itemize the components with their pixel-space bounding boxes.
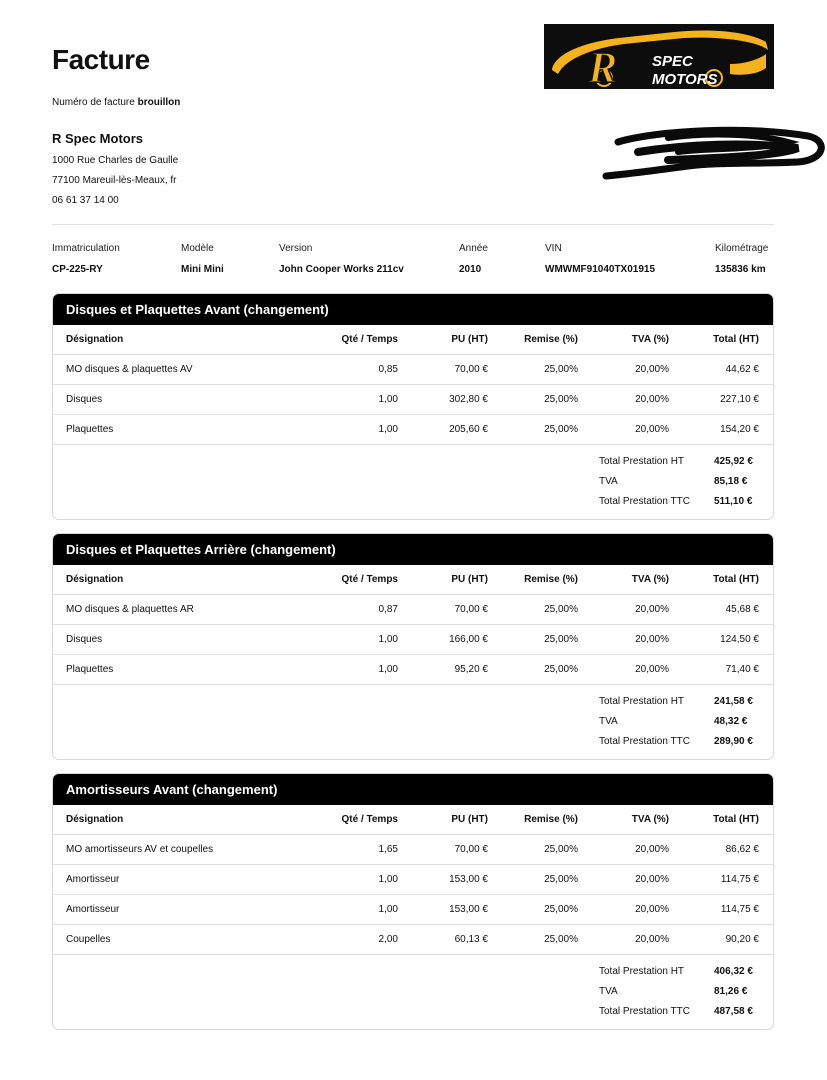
cell-tva: 20,00%	[635, 634, 669, 645]
vehicle-mileage-value: 135836 km	[715, 264, 766, 275]
cell-designation: Plaquettes	[66, 424, 114, 435]
cell-qty: 0,87	[378, 604, 398, 615]
col-total: Total (HT)	[713, 574, 759, 585]
cell-designation: Amortisseur	[66, 904, 120, 915]
col-tva: TVA (%)	[631, 814, 669, 825]
vehicle-year-label: Année	[459, 243, 488, 254]
cell-tva: 20,00%	[635, 904, 669, 915]
table-row	[53, 595, 773, 625]
cell-tva: 20,00%	[635, 394, 669, 405]
table-row	[53, 655, 773, 685]
service-section	[52, 533, 774, 760]
cell-tva: 20,00%	[635, 844, 669, 855]
cell-pu: 153,00 €	[449, 874, 488, 885]
cell-designation: Amortisseur	[66, 874, 120, 885]
company-name: R Spec Motors	[52, 131, 144, 146]
cell-pu: 60,13 €	[454, 934, 488, 945]
total-ht-value: 406,32 €	[714, 966, 753, 977]
cell-tva: 20,00%	[635, 364, 669, 375]
cell-total: 90,20 €	[725, 934, 759, 945]
redaction-scribble	[598, 122, 826, 182]
cell-designation: MO amortisseurs AV et coupelles	[66, 844, 214, 855]
table-header-row	[53, 325, 773, 355]
cell-total: 154,20 €	[720, 424, 759, 435]
redaction-scribble-graphic	[598, 122, 826, 182]
cell-tva: 20,00%	[635, 874, 669, 885]
cell-pu: 166,00 €	[449, 634, 488, 645]
total-ht-value: 425,92 €	[714, 456, 753, 467]
col-remise: Remise (%)	[524, 814, 578, 825]
table-row	[53, 925, 773, 955]
company-logo-graphic	[544, 24, 774, 89]
cell-designation: Disques	[66, 634, 103, 645]
section-title: Disques et Plaquettes Arrière (changement)	[53, 534, 773, 565]
total-ttc-value: 487,58 €	[714, 1006, 753, 1017]
cell-designation: Coupelles	[66, 934, 111, 945]
cell-total: 114,75 €	[720, 874, 759, 885]
total-ttc-value: 289,90 €	[714, 736, 753, 747]
cell-qty: 1,00	[378, 394, 398, 405]
svg-text:SPEC: SPEC	[652, 53, 693, 70]
invoice-number-value: brouillon	[137, 97, 181, 108]
cell-qty: 1,00	[378, 664, 398, 675]
vehicle-plate-label: Immatriculation	[52, 243, 120, 254]
cell-remise: 25,00%	[544, 874, 578, 885]
vehicle-model-value: Mini Mini	[181, 264, 224, 275]
cell-qty: 1,00	[378, 634, 398, 645]
total-ttc-label: Total Prestation TTC	[599, 1006, 690, 1017]
col-remise: Remise (%)	[524, 574, 578, 585]
total-tva-label: TVA	[599, 716, 618, 727]
cell-remise: 25,00%	[544, 364, 578, 375]
table-row	[53, 835, 773, 865]
cell-total: 86,62 €	[725, 844, 759, 855]
cell-qty: 1,65	[378, 844, 398, 855]
table-header-row	[53, 565, 773, 595]
cell-remise: 25,00%	[544, 844, 578, 855]
cell-remise: 25,00%	[544, 934, 578, 945]
vehicle-version-label: Version	[279, 243, 313, 254]
total-ttc-label: Total Prestation TTC	[599, 736, 690, 747]
service-section	[52, 293, 774, 520]
cell-total: 71,40 €	[725, 664, 759, 675]
cell-total: 124,50 €	[720, 634, 759, 645]
total-ht-label: Total Prestation HT	[599, 966, 685, 977]
col-remise: Remise (%)	[524, 334, 578, 345]
total-tva-value: 85,18 €	[714, 476, 748, 487]
cell-qty: 1,00	[378, 874, 398, 885]
total-ht-label: Total Prestation HT	[599, 456, 685, 467]
cell-qty: 0,85	[378, 364, 398, 375]
col-pu: PU (HT)	[451, 574, 488, 585]
cell-pu: 70,00 €	[454, 604, 488, 615]
col-tva: TVA (%)	[631, 334, 669, 345]
company-phone: 06 61 37 14 00	[52, 195, 119, 206]
vehicle-model-label: Modèle	[181, 243, 214, 254]
page-title: Facture	[52, 44, 150, 75]
service-section	[52, 773, 774, 1030]
cell-qty: 1,00	[378, 424, 398, 435]
company-address-line2: 77100 Mareuil-lès-Meaux, fr	[52, 175, 177, 186]
vehicle-year-value: 2010	[459, 264, 482, 275]
total-ht-label: Total Prestation HT	[599, 696, 685, 707]
total-ttc-value: 511,10 €	[714, 496, 753, 507]
cell-pu: 302,80 €	[449, 394, 488, 405]
cell-tva: 20,00%	[635, 604, 669, 615]
col-total: Total (HT)	[713, 814, 759, 825]
cell-remise: 25,00%	[544, 904, 578, 915]
cell-pu: 153,00 €	[449, 904, 488, 915]
cell-tva: 20,00%	[635, 424, 669, 435]
cell-qty: 2,00	[378, 934, 398, 945]
cell-pu: 70,00 €	[454, 844, 488, 855]
company-logo	[544, 24, 774, 89]
col-tva: TVA (%)	[631, 574, 669, 585]
cell-remise: 25,00%	[544, 394, 578, 405]
cell-remise: 25,00%	[544, 634, 578, 645]
col-pu: PU (HT)	[451, 814, 488, 825]
total-tva-label: TVA	[599, 476, 618, 487]
cell-remise: 25,00%	[544, 604, 578, 615]
cell-total: 227,10 €	[720, 394, 759, 405]
svg-text:MOTORS: MOTORS	[652, 71, 718, 88]
table-row	[53, 355, 773, 385]
col-total: Total (HT)	[713, 334, 759, 345]
table-row	[53, 625, 773, 655]
section-totals	[53, 955, 773, 1029]
section-title: Amortisseurs Avant (changement)	[53, 774, 773, 805]
company-address-line1: 1000 Rue Charles de Gaulle	[52, 155, 179, 166]
header-divider	[52, 224, 774, 225]
cell-remise: 25,00%	[544, 424, 578, 435]
invoice-number	[52, 97, 180, 108]
col-designation: Désignation	[66, 814, 124, 825]
vehicle-mileage-label: Kilométrage	[715, 243, 769, 254]
cell-remise: 25,00%	[544, 664, 578, 675]
total-tva-label: TVA	[599, 986, 618, 997]
invoice-number-label: Numéro de facture	[52, 97, 135, 108]
cell-pu: 95,20 €	[454, 664, 488, 675]
cell-pu: 70,00 €	[454, 364, 488, 375]
section-totals	[53, 685, 773, 759]
cell-total: 45,68 €	[725, 604, 759, 615]
vehicle-vin-label: VIN	[545, 243, 562, 254]
cell-designation: Plaquettes	[66, 664, 114, 675]
total-ttc-label: Total Prestation TTC	[599, 496, 690, 507]
col-qty: Qté / Temps	[341, 334, 398, 345]
table-row	[53, 385, 773, 415]
col-designation: Désignation	[66, 334, 124, 345]
total-tva-value: 81,26 €	[714, 986, 748, 997]
vehicle-version-value: John Cooper Works 211cv	[279, 264, 404, 275]
vehicle-plate-value: CP-225-RY	[52, 264, 103, 275]
total-tva-value: 48,32 €	[714, 716, 748, 727]
svg-text:R: R	[588, 43, 618, 89]
section-totals	[53, 445, 773, 519]
cell-designation: MO disques & plaquettes AV	[66, 364, 193, 375]
col-qty: Qté / Temps	[341, 574, 398, 585]
cell-total: 114,75 €	[720, 904, 759, 915]
cell-designation: Disques	[66, 394, 103, 405]
col-pu: PU (HT)	[451, 334, 488, 345]
table-row	[53, 865, 773, 895]
cell-pu: 205,60 €	[449, 424, 488, 435]
section-title: Disques et Plaquettes Avant (changement)	[53, 294, 773, 325]
table-header-row	[53, 805, 773, 835]
cell-qty: 1,00	[378, 904, 398, 915]
total-ht-value: 241,58 €	[714, 696, 753, 707]
cell-tva: 20,00%	[635, 934, 669, 945]
cell-designation: MO disques & plaquettes AR	[66, 604, 194, 615]
vehicle-vin-value: WMWMF91040TX01915	[545, 264, 656, 275]
cell-tva: 20,00%	[635, 664, 669, 675]
col-qty: Qté / Temps	[341, 814, 398, 825]
col-designation: Désignation	[66, 574, 124, 585]
table-row	[53, 415, 773, 445]
cell-total: 44,62 €	[725, 364, 759, 375]
table-row	[53, 895, 773, 925]
